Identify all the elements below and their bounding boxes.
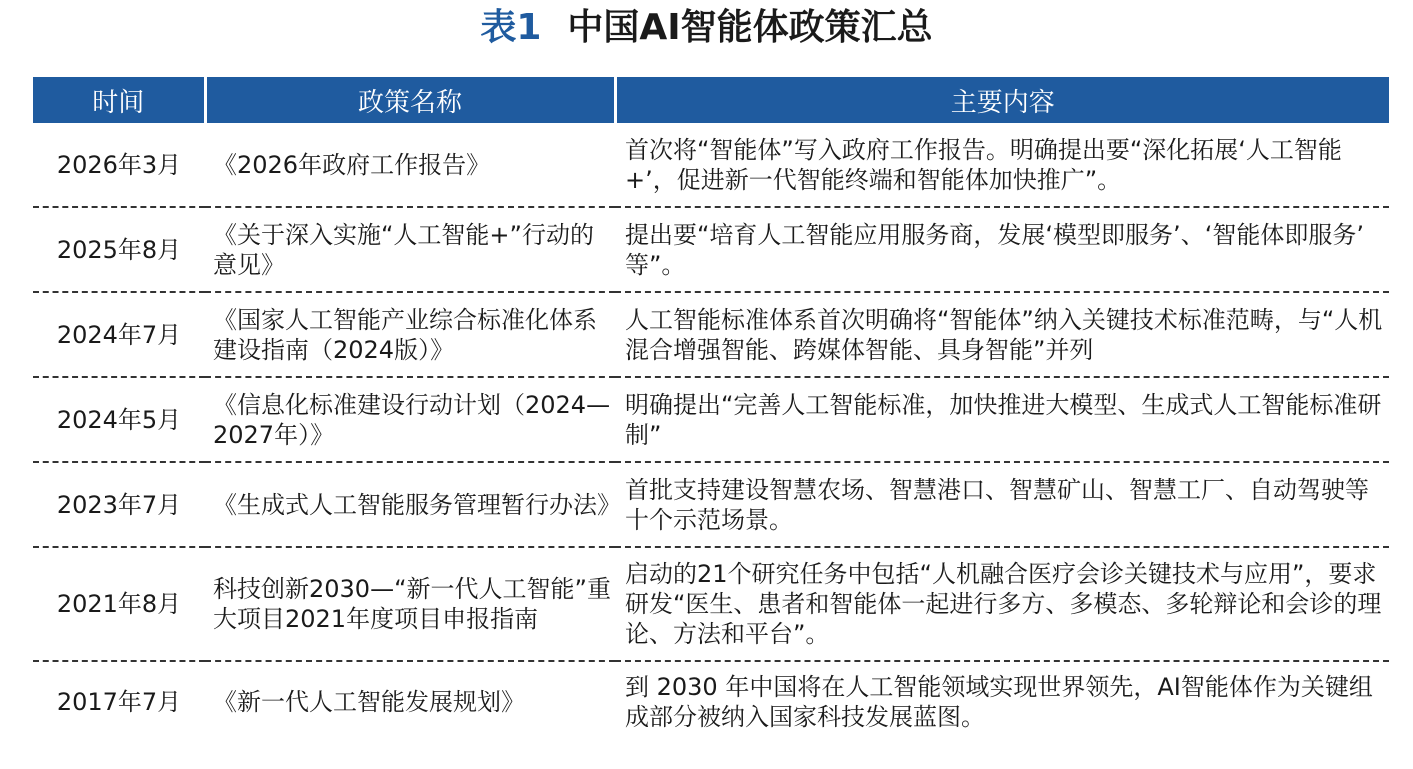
row-date: 2024年5月: [33, 377, 205, 462]
row-content: 明确提出“完善人工智能标准，加快推进大模型、生成式人工智能标准研制”: [615, 377, 1389, 462]
header-date: 时间: [33, 77, 205, 123]
row-content: 提出要“培育人工智能应用服务商，发展‘模型即服务’、‘智能体即服务’ 等”。: [615, 207, 1389, 292]
table-row: [33, 123, 1389, 207]
table-number: 表1: [480, 7, 542, 48]
page-title: [0, 4, 1413, 52]
table-title: 中国AI智能体政策汇总: [567, 7, 933, 48]
table-row: [33, 462, 1389, 547]
row-date: 2024年7月: [33, 292, 205, 377]
row-content: 首批支持建设智慧农场、智慧港口、智慧矿山、智慧工厂、自动驾驶等十个示范场景。: [615, 462, 1389, 547]
policy-table: [33, 77, 1389, 742]
row-date: 2023年7月: [33, 462, 205, 547]
row-content: 首次将“智能体”写入政府工作报告。明确提出要“深化拓展‘人工智能+’，促进新一代智能终端和智能体加快推广”。: [615, 123, 1389, 207]
row-date: 2021年8月: [33, 547, 205, 661]
table-row: [33, 547, 1389, 661]
row-policy-name: 《国家人工智能产业综合标准化体系建设指南（2024版）》: [205, 292, 615, 377]
table-row: [33, 292, 1389, 377]
row-policy-name: 《关于深入实施“人工智能+”行动的意见》: [205, 207, 615, 292]
row-content: 人工智能标准体系首次明确将“智能体”纳入关键技术标准范畴，与“人机混合增强智能、跨媒体智能、具身智能”并列: [615, 292, 1389, 377]
row-policy-name: 《新一代人工智能发展规划》: [213, 688, 525, 716]
row-policy-name: 《生成式人工智能服务管理暂行办法》: [205, 462, 615, 547]
header-policy-name: 政策名称: [205, 77, 615, 123]
row-policy-name: 科技创新2030—“新一代人工智能”重大项目2021年度项目申报指南: [205, 547, 615, 661]
row-content: 启动的21个研究任务中包括“人机融合医疗会诊关键技术与应用”，要求研发“医生、患者和智能体一起进行多方、多模态、多轮辩论和会诊的理论、方法和平台”。: [615, 547, 1389, 661]
row-policy-name: 《2026年政府工作报告》: [205, 123, 615, 207]
header-main-content: 主要内容: [615, 77, 1389, 123]
row-date: 2025年8月: [33, 207, 205, 292]
row-policy-name: 《信息化标准建设行动计划（2024—2027年）》: [205, 377, 615, 462]
table-row: [33, 377, 1389, 462]
row-date: 2017年7月: [56, 688, 182, 716]
table-row: [33, 207, 1389, 292]
table-body: [33, 123, 1389, 742]
header-row: [33, 77, 1389, 123]
row-date: 2026年3月: [33, 123, 205, 207]
row-content: 到 2030 年中国将在人工智能领域实现世界领先，AI智能体作为关键组成部分被纳入国家科技发展蓝图。: [625, 673, 1373, 731]
table-header: [33, 77, 1389, 123]
table-row: [33, 661, 1389, 742]
